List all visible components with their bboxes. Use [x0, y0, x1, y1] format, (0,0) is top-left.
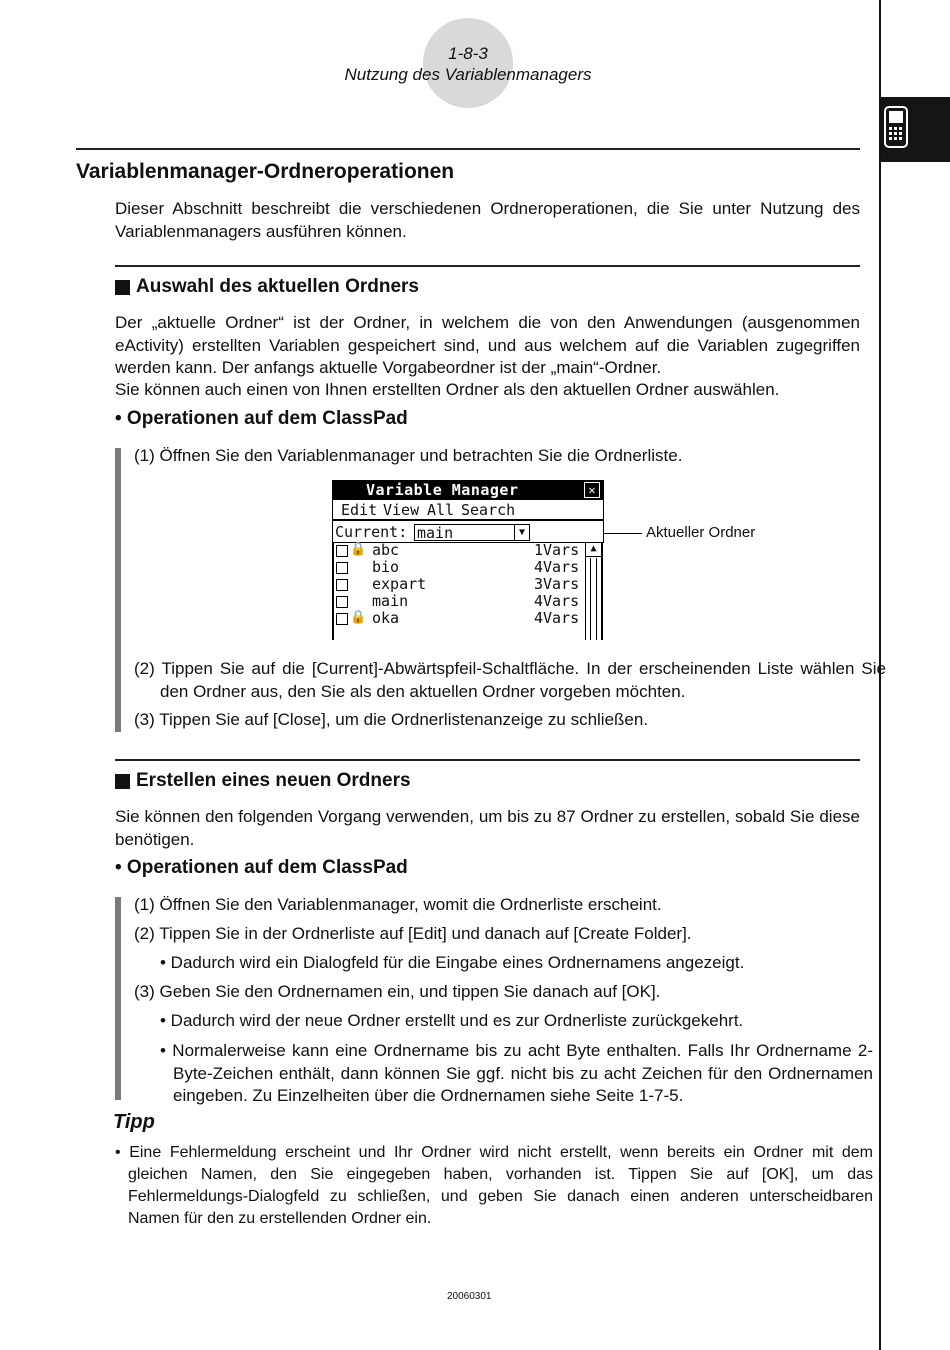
close-icon[interactable]: ✕	[584, 482, 600, 498]
screen-title: Variable Manager	[366, 481, 519, 499]
scroll-up-icon[interactable]: ▲	[586, 542, 601, 557]
ops-heading: • Operationen auf dem ClassPad	[115, 408, 408, 429]
menu-all[interactable]: All	[427, 501, 455, 519]
step-1: (1) Öffnen Sie den Variablenmanager, womit die Ordnerliste erscheint.	[134, 895, 662, 914]
lock-icon: 🔒	[350, 542, 367, 557]
steps-bar	[115, 448, 121, 732]
section-rule	[76, 148, 860, 150]
current-folder-select[interactable]	[414, 524, 530, 541]
folder-name: bio	[372, 558, 400, 576]
folder-count: 4Vars	[534, 592, 580, 610]
list-item[interactable]	[334, 610, 584, 627]
step-1: (1) Öffnen Sie den Variablenmanager und betrachten Sie die Ordnerliste.	[134, 446, 683, 465]
step-2: (2) Tippen Sie in der Ordnerliste auf [Edit] und danach auf [Create Folder].	[134, 924, 692, 943]
folder-list	[332, 542, 606, 640]
subsection-title: Auswahl des aktuellen Ordners	[136, 276, 419, 297]
variable-manager-screen	[332, 480, 604, 640]
screen-menu-bar	[332, 500, 604, 520]
subsection-title: Erstellen eines neuen Ordners	[136, 770, 411, 791]
list-item[interactable]	[334, 542, 584, 559]
ops-heading: • Operationen auf dem ClassPad	[115, 857, 408, 878]
subsection-heading-create	[115, 770, 411, 792]
folder-name: main	[372, 592, 409, 610]
callout-line	[604, 533, 642, 534]
folder-name: expart	[372, 575, 427, 593]
step-2: (2) Tippen Sie auf die [Current]-Abwärtspfeil-Schaltfläche. In der erscheinenden Liste wählen Sie den Ordner aus, den Sie als den aktuellen Ordner vorgeben möchten.	[134, 659, 886, 701]
current-folder-row	[332, 520, 604, 543]
footer-code: 20060301	[447, 1291, 492, 1302]
calculator-icon	[881, 97, 950, 162]
callout-label: Aktueller Ordner	[646, 524, 756, 541]
list-item[interactable]	[334, 559, 584, 576]
folder-count: 3Vars	[534, 575, 580, 593]
page-number: 1-8-3	[448, 44, 488, 63]
select-text: Der „aktuelle Ordner“ ist der Ordner, in welchem die von den Anwendungen (ausgenommen eActivity) erstellten Variablen gespeichert sind, und aus welchem auf die Variablen zugegriffen werden kann. Der anfangs aktuelle Vorgabeordner ist der „main“-Ordner.	[115, 313, 860, 377]
folder-count: 4Vars	[534, 609, 580, 627]
lock-icon: 🔒	[350, 610, 367, 625]
current-folder-value: main	[417, 524, 454, 542]
folder-name: oka	[372, 609, 400, 627]
square-bullet-icon	[115, 774, 130, 789]
folder-name: abc	[372, 541, 400, 559]
create-text: Sie können den folgenden Vorgang verwenden, um bis zu 87 Ordner zu erstellen, sobald Sie diese benötigen.	[115, 807, 860, 849]
checkbox[interactable]	[336, 562, 348, 574]
chevron-down-icon[interactable]: ▼	[514, 525, 529, 540]
folder-count: 4Vars	[534, 558, 580, 576]
checkbox[interactable]	[336, 596, 348, 608]
menu-edit[interactable]: Edit	[341, 501, 378, 519]
folder-count: 1Vars	[534, 541, 580, 559]
scroll-thumb[interactable]	[590, 558, 597, 640]
subsection-heading-select	[115, 276, 419, 298]
checkbox[interactable]	[336, 613, 348, 625]
checkbox[interactable]	[336, 579, 348, 591]
bullet-3: • Normalerweise kann eine Ordnername bis zu acht Byte enthalten. Falls Ihr Ordnername 2-Byte-Zeichen enthält, dann können Sie ggf. nicht bis zu acht Zeichen für den Ordnernamen eingeben. Zu Einzelheiten über die Ordnernamen siehe Seite 1-7-5.	[160, 1041, 873, 1105]
subsection-rule	[115, 759, 860, 761]
scrollbar[interactable]	[585, 542, 603, 640]
section-title: Variablenmanager-Ordneroperationen	[76, 160, 455, 183]
steps-bar	[115, 897, 121, 1100]
section-intro: Dieser Abschnitt beschreibt die verschiedenen Ordneroperationen, die Sie unter Nutzung des Variablenmanagers ausführen können.	[115, 199, 860, 241]
list-item[interactable]	[334, 593, 584, 610]
tip-text: • Eine Fehlermeldung erscheint und Ihr Ordner wird nicht erstellt, wenn bereits ein Ordner mit dem gleichen Namen, den Sie eingegeben haben, vorhanden ist. Tippen Sie auf [OK], um das Fehlermeldungs-Dialogfeld zu schließen, und geben Sie danach einen anderen unterscheidbaren Namen für den zu erstellenden Ordner ein.	[115, 1144, 873, 1227]
checkbox[interactable]	[336, 545, 348, 557]
bullet-1: • Dadurch wird ein Dialogfeld für die Eingabe eines Ordnernamens angezeigt.	[160, 953, 745, 972]
list-item[interactable]	[334, 576, 584, 593]
menu-view[interactable]: View	[383, 501, 420, 519]
step-3: (3) Tippen Sie auf [Close], um die Ordnerlistenanzeige zu schließen.	[134, 710, 649, 729]
chapter-tab	[881, 97, 950, 162]
screen-title-bar	[332, 480, 604, 500]
select-text-2: Sie können auch einen von Ihnen erstellten Ordner als den aktuellen Ordner auswählen.	[115, 380, 780, 399]
current-label: Current:	[335, 523, 408, 541]
step-3: (3) Geben Sie den Ordnernamen ein, und tippen Sie danach auf [OK].	[134, 982, 661, 1001]
running-title: Nutzung des Variablenmanagers	[344, 65, 592, 84]
bullet-2: • Dadurch wird der neue Ordner erstellt und es zur Ordnerliste zurückgekehrt.	[160, 1011, 744, 1030]
square-bullet-icon	[115, 280, 130, 295]
tip-heading: Tipp	[113, 1111, 155, 1133]
menu-search[interactable]: Search	[461, 501, 516, 519]
subsection-rule	[115, 265, 860, 267]
